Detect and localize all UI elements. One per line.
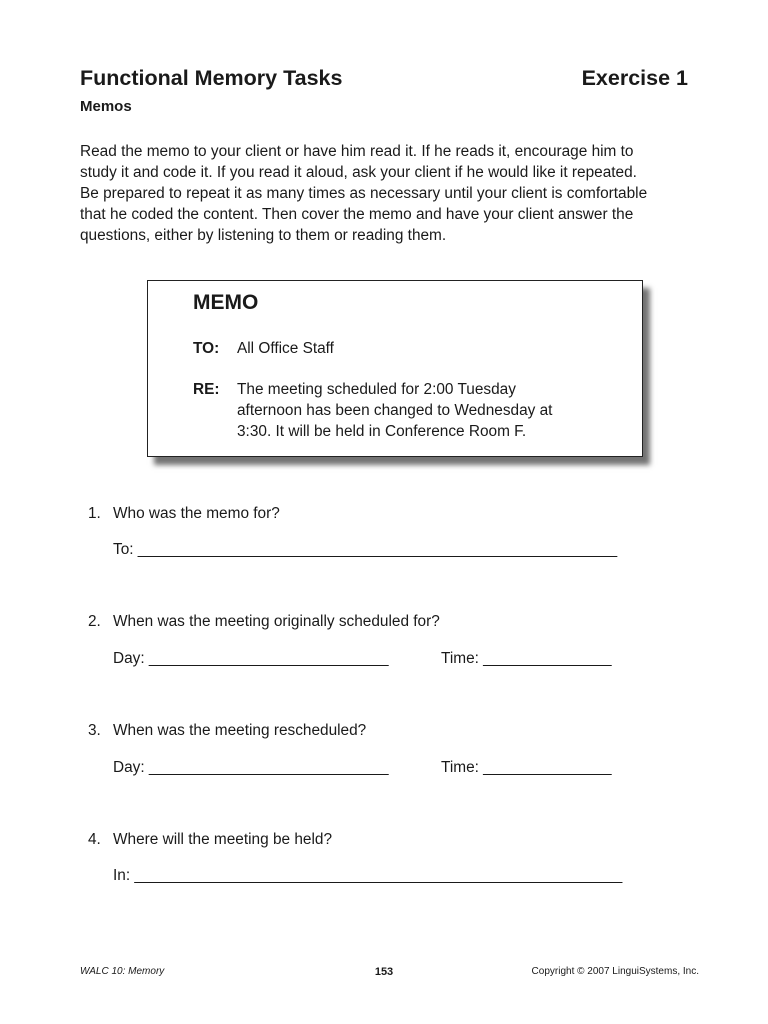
answer-line-day[interactable]: Day: ____________________________ <box>113 759 389 776</box>
memo-to-value: All Office Staff <box>237 340 334 357</box>
memo-re-line: The meeting scheduled for 2:00 Tuesday <box>237 381 516 398</box>
memo-box <box>147 280 643 457</box>
instructions-line: Be prepared to repeat it as many times as necessary until your client is comfortable <box>80 185 648 202</box>
question-4 <box>88 831 332 849</box>
answer-line-time[interactable]: Time: _______________ <box>441 759 612 776</box>
memo-re-label: RE: <box>193 381 220 398</box>
answer-line-in[interactable]: In: _________________________________________________________ <box>113 867 623 884</box>
question-text: Who was the memo for? <box>113 505 280 522</box>
instructions-line: Read the memo to your client or have him read it. If he reads it, encourage him to <box>80 143 634 160</box>
question-text: Where will the meeting be held? <box>113 831 333 848</box>
footer-book-title: WALC 10: Memory <box>80 966 165 977</box>
exercise-number: Exercise 1 <box>581 66 688 90</box>
memo-re-value <box>237 379 552 442</box>
question-number: 3. <box>88 722 101 739</box>
page-title: Functional Memory Tasks <box>80 66 343 90</box>
question-number: 2. <box>88 613 101 630</box>
section-subtitle: Memos <box>80 98 132 115</box>
question-number: 1. <box>88 505 101 522</box>
page-number: 153 <box>374 966 394 978</box>
instructions-line: questions, either by listening to them or reading them. <box>80 227 447 244</box>
memo-to-label: TO: <box>193 340 220 357</box>
question-3 <box>88 722 366 740</box>
question-text: When was the meeting originally scheduled for? <box>113 613 440 630</box>
memo-heading: MEMO <box>193 291 259 314</box>
memo-re-line: 3:30. It will be held in Conference Room F. <box>237 423 527 440</box>
question-2 <box>88 613 440 631</box>
question-text: When was the meeting rescheduled? <box>113 722 367 739</box>
answer-line-time[interactable]: Time: _______________ <box>441 650 612 667</box>
memo-re-line: afternoon has been changed to Wednesday at <box>237 402 553 419</box>
instructions-line: that he coded the content. Then cover the memo and have your client answer the <box>80 206 634 223</box>
question-number: 4. <box>88 831 101 848</box>
instructions-paragraph <box>80 141 692 246</box>
footer-copyright: Copyright © 2007 LinguiSystems, Inc. <box>531 966 699 977</box>
instructions-line: study it and code it. If you read it aloud, ask your client if he would like it repeated. <box>80 164 637 181</box>
answer-line-day[interactable]: Day: ____________________________ <box>113 650 389 667</box>
question-1 <box>88 505 280 523</box>
answer-line-to[interactable]: To: ________________________________________________________ <box>113 541 618 558</box>
